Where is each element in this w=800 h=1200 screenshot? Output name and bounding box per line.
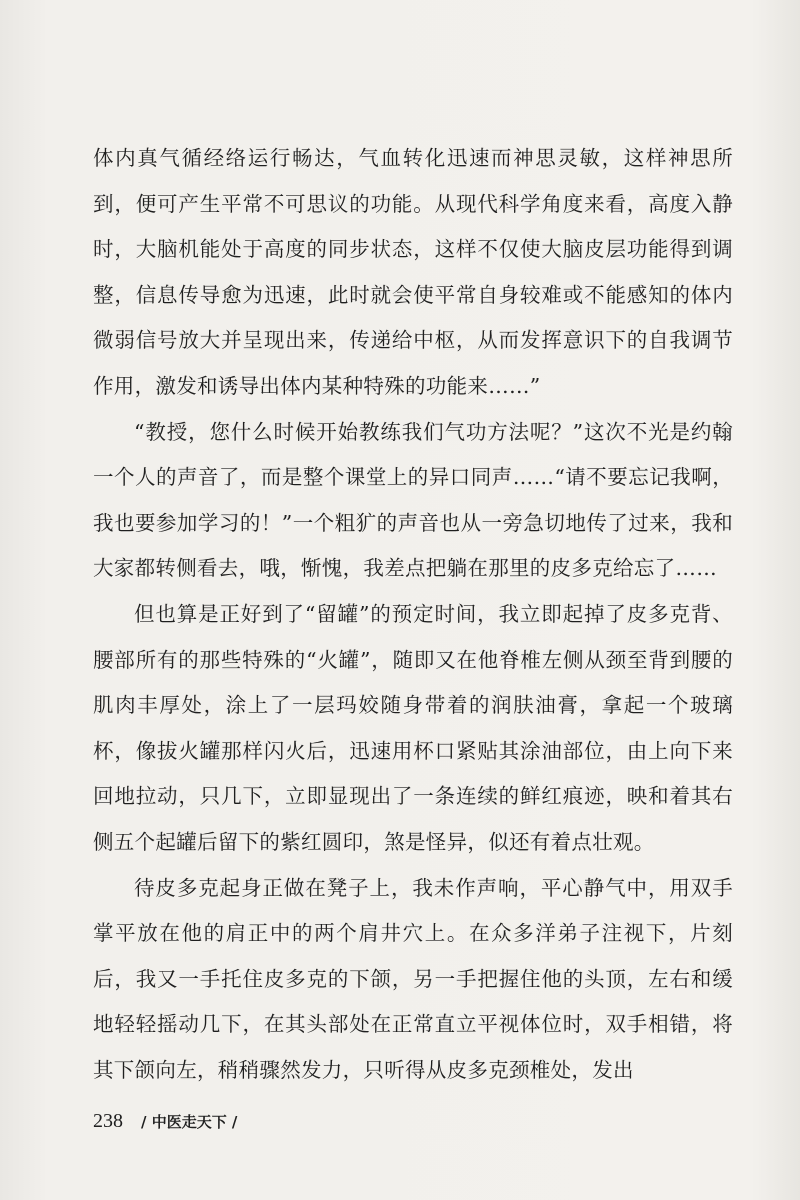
page-footer xyxy=(93,1110,237,1133)
running-title: / 中医走天下 / xyxy=(141,1113,238,1131)
page-number: 238 xyxy=(93,1110,123,1132)
paragraph-4: 待皮多克起身正做在凳子上，我未作声响，平心静气中，用双手掌平放在他的肩正中的两个肩井穴上。在众多洋弟子注视下，片刻后，我又一手托住皮多克的下颌，另一手把握住他的头顶，左右和缓地轻轻摇动几下，在其头部处在正常直立平视体位时，双手相错，将其下颌向左，稍稍骤然发力，只听得从皮多克颈椎处，发出 xyxy=(93,875,733,1082)
paragraph-2: “教授，您什么时候开始教练我们气功方法呢？”这次不光是约翰一个人的声音了，而是整个课堂上的异口同声……“请不要忘记我啊，我也要参加学习的！”一个粗犷的声音也从一旁急切地传了过来，我和大家都转侧看去，哦，惭愧，我差点把躺在那里的皮多克给忘了…… xyxy=(93,419,733,581)
paragraph-1: 体内真气循经络运行畅达，气血转化迅速而神思灵敏，这样神思所到，便可产生平常不可思议的功能。从现代科学角度来看，高度入静时，大脑机能处于高度的同步状态，这样不仅使大脑皮层功能得到调整，信息传导愈为迅速，此时就会使平常自身较难或不能感知的体内微弱信号放大并呈现出来，传递给中枢，从而发挥意识下的自我调节作用，激发和诱导出体内某种特殊的功能来……” xyxy=(93,146,733,398)
body-text xyxy=(93,136,733,1093)
paragraph-3: 但也算是正好到了“留罐”的预定时间，我立即起掉了皮多克背、腰部所有的那些特殊的“火罐”，随即又在他脊椎左侧从颈至背到腰的肌肉丰厚处，涂上了一层玛姣随身带着的润肤油膏，拿起一个玻璃杯，像拔火罐那样闪火后，迅速用杯口紧贴其涂油部位，由上向下来回地拉动，只几下，立即显现出了一条连续的鲜红痕迹，映和着其右侧五个起罐后留下的紫红圆印，煞是怪异，似还有着点壮观。 xyxy=(93,601,733,854)
